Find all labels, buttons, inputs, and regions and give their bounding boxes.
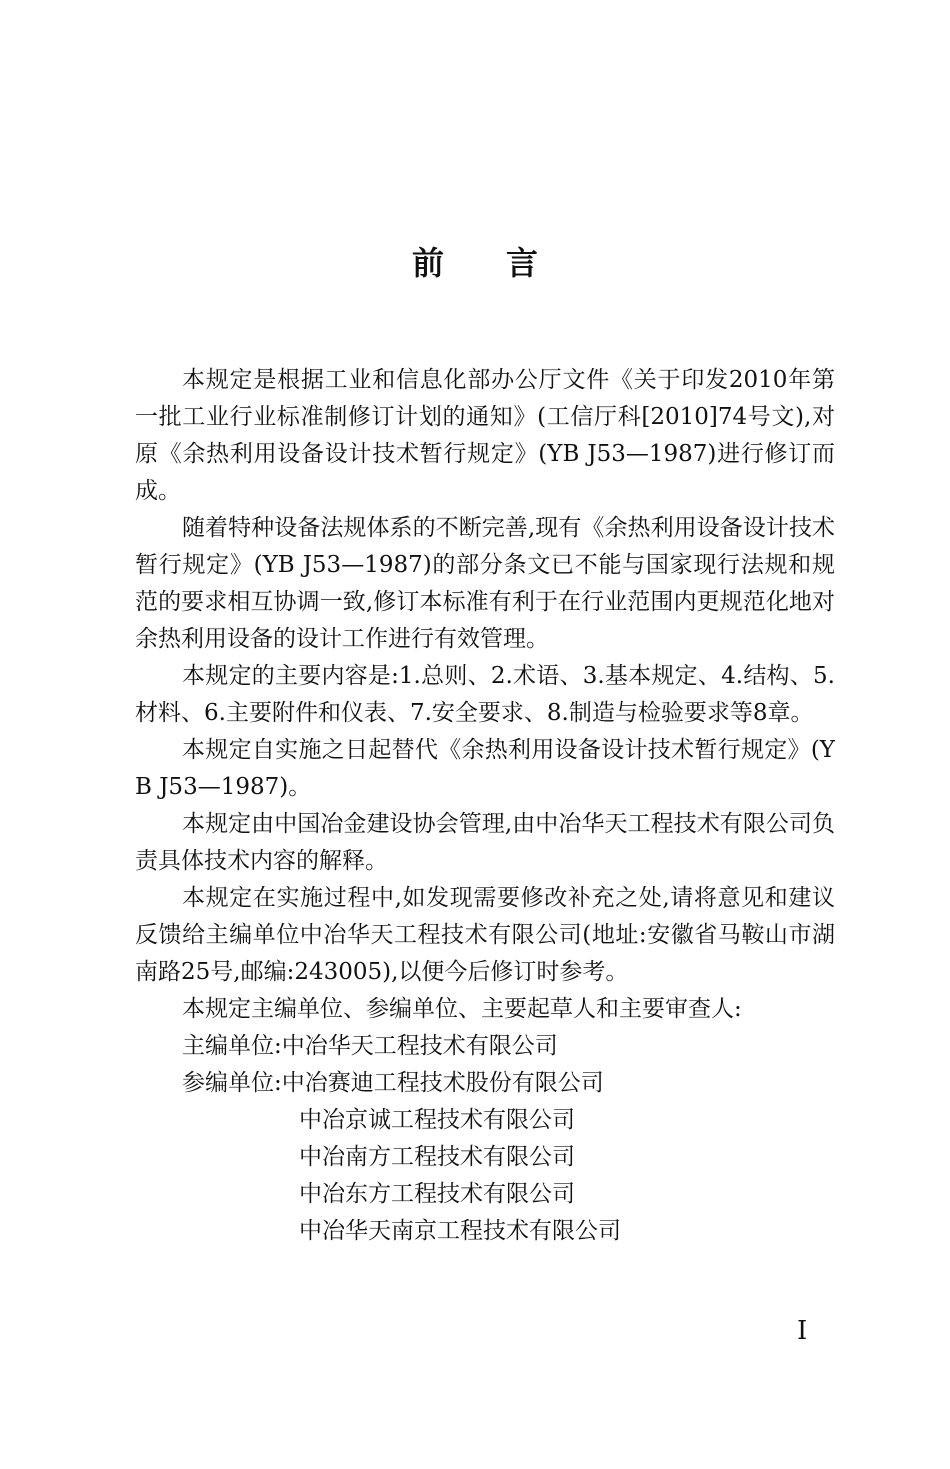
chief-unit-row <box>135 1028 835 1065</box>
participating-unit-3: 中冶南方工程技术有限公司 <box>299 1144 575 1170</box>
paragraph-4: 本规定自实施之日起替代《余热利用设备设计技术暂行规定》(YB J53—1987)。 <box>135 737 835 800</box>
paragraph-6: 本规定在实施过程中,如发现需要修改补充之处,请将意见和建议反馈给主编单位中冶华天工程技术有限公司(地址:安徽省马鞍山市湖南路25号,邮编:243005),以便今后修订时参考。 <box>135 885 835 985</box>
participating-unit-1: 中冶赛迪工程技术股份有限公司 <box>281 1070 604 1096</box>
page-title: 前言 <box>411 244 600 282</box>
participating-unit-4: 中冶东方工程技术有限公司 <box>299 1181 575 1207</box>
paragraph-3: 本规定的主要内容是:1.总则、2.术语、3.基本规定、4.结构、5.材料、6.主要附件和仪表、7.安全要求、8.制造与检验要求等8章。 <box>135 663 835 726</box>
paragraph-5: 本规定由中国冶金建设协会管理,由中冶华天工程技术有限公司负责具体技术内容的解释。 <box>135 811 835 874</box>
participating-unit-5: 中冶华天南京工程技术有限公司 <box>299 1218 621 1244</box>
participating-unit-2: 中冶京诚工程技术有限公司 <box>299 1107 575 1133</box>
participating-label: 参编单位: <box>182 1070 282 1096</box>
participating-unit-row <box>135 1065 835 1102</box>
paragraph-1: 本规定是根据工业和信息化部办公厅文件《关于印发2010年第一批工业行业标准制修订计划的通知》(工信厅科[2010]74号文),对原《余热利用设备设计技术暂行规定》(YB J53—1987)进行修订而成。 <box>135 367 835 504</box>
paragraph-2: 随着特种设备法规体系的不断完善,现有《余热利用设备设计技术暂行规定》(YB J53—1987)的部分条文已不能与国家现行法规和规范的要求相互协调一致,修订本标准有利于在行业范围内更规范化地对余热利用设备的设计工作进行有效管理。 <box>135 515 835 652</box>
chief-unit-label: 主编单位: <box>182 1033 282 1059</box>
units-intro: 本规定主编单位、参编单位、主要起草人和主要审查人: <box>182 996 742 1022</box>
chief-unit-name: 中冶华天工程技术有限公司 <box>281 1033 558 1059</box>
preface-body <box>135 362 835 1250</box>
page-number: I <box>797 1316 808 1346</box>
